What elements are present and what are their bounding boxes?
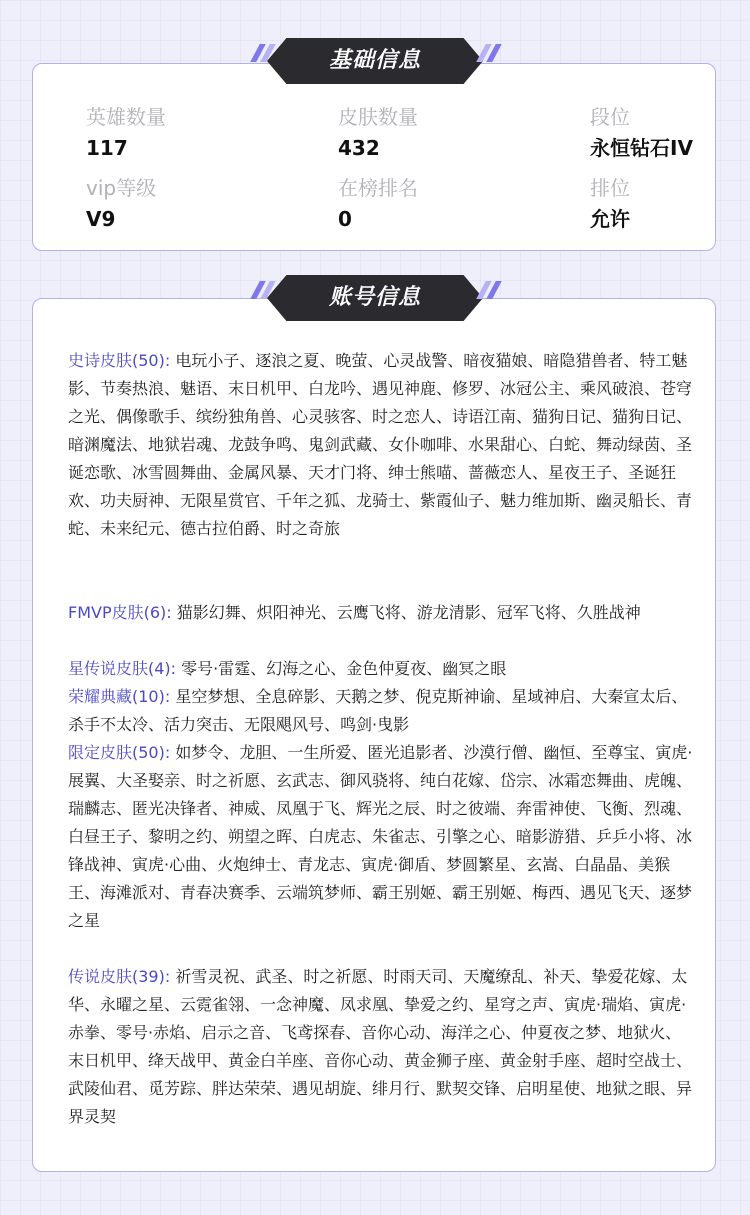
fmvp-skins-section xyxy=(68,599,693,627)
skin-count-label: 皮肤数量 xyxy=(338,105,418,129)
fmvp-skins-label: FMVP皮肤(6): xyxy=(68,603,172,622)
rank-tier-field xyxy=(590,104,693,161)
star-legend-skins-section xyxy=(68,655,693,683)
account-info-title-banner xyxy=(245,273,505,323)
account-info-title: 账号信息 xyxy=(328,285,421,310)
basic-info-title-banner xyxy=(245,36,505,86)
basic-info-title: 基础信息 xyxy=(328,48,421,73)
ranked-mode-value: 允许 xyxy=(590,207,630,231)
legend-skins-section xyxy=(68,963,693,1131)
leaderboard-rank-label: 在榜排名 xyxy=(338,176,418,200)
epic-skins-label: 史诗皮肤(50): xyxy=(68,351,171,370)
star-legend-skins-list: 零号·雷霆、幻海之心、金色仲夏夜、幽冥之眼 xyxy=(181,659,507,678)
fmvp-skins-list: 猫影幻舞、炽阳神光、云鹰飞将、游龙清影、冠军飞将、久胜战神 xyxy=(176,603,641,622)
legend-skins-list: 祈雪灵祝、武圣、时之祈愿、时雨天司、天魔缭乱、补天、挚爱花嫁、太华、永曜之星、云霓雀翎、一念神魔、凤求凰、挚爱之约、星穹之声、寅虎·瑞焰、寅虎·赤拳、零号·赤焰、启示之音、飞鸢探春、音你心动、海洋之心、仲夏夜之梦、地狱火、末日机甲、绛天战甲、黄金白羊座、音你心动、黄金狮子座、黄金射手座、超时空战士、武陵仙君、觅芳踪、胖达荣荣、遇见胡旋、绯月行、默契交锋、启明星使、地狱之眼、异界灵契 xyxy=(68,967,693,1126)
leaderboard-rank-field xyxy=(338,175,418,232)
ranked-mode-field xyxy=(590,175,630,232)
ranked-mode-label: 排位 xyxy=(590,176,630,200)
limited-skins-label: 限定皮肤(50): xyxy=(68,743,171,762)
glory-collection-section xyxy=(68,683,693,739)
vip-level-label: vip等级 xyxy=(86,176,157,200)
skin-count-field xyxy=(338,104,418,161)
basic-info-card xyxy=(32,63,716,251)
rank-tier-value: 永恒钻石IV xyxy=(590,136,693,160)
leaderboard-rank-value: 0 xyxy=(338,207,352,231)
glory-collection-list: 星空梦想、全息碎影、天鹅之梦、倪克斯神谕、星域神启、大秦宣太后、杀手不太冷、活力突击、无限飓风号、鸣剑·曳影 xyxy=(68,687,688,734)
legend-skins-label: 传说皮肤(39): xyxy=(68,967,171,986)
epic-skins-section xyxy=(68,347,693,543)
vip-level-value: V9 xyxy=(86,207,116,231)
limited-skins-list: 如梦令、龙胆、一生所爱、匿光追影者、沙漠行僧、幽恒、至尊宝、寅虎·展翼、大圣娶亲、时之祈愿、玄武志、御风骁将、纯白花嫁、岱宗、冰霜恋舞曲、虎魄、瑞麟志、匿光决锋者、神威、凤凰于飞、辉光之辰、时之彼端、奔雷神使、飞衡、烈魂、白昼王子、黎明之约、朔望之晖、白虎志、朱雀志、引擎之心、暗影游猎、乒乒小将、冰锋战神、寅虎·心曲、火炮绅士、青龙志、寅虎·御盾、梦圆繁星、玄嵩、白晶晶、美猴王、海滩派对、青春决赛季、云端筑梦师、霸王别姬、霸王别姬、梅西、遇见飞天、逐梦之星 xyxy=(68,743,693,930)
limited-skins-section xyxy=(68,739,693,935)
epic-skins-list: 电玩小子、逐浪之夏、晚萤、心灵战警、暗夜猫娘、暗隐猎兽者、特工魅影、节奏热浪、魅语、末日机甲、白龙吟、遇见神鹿、修罗、冰冠公主、乘风破浪、苍穹之光、偶像歌手、缤纷独角兽、心灵骇客、时之恋人、诗语江南、猫狗日记、猫狗日记、暗渊魔法、地狱岩魂、龙鼓争鸣、鬼剑武藏、女仆咖啡、水果甜心、白蛇、舞动绿茵、圣诞恋歌、冰雪圆舞曲、金属风暴、天才门将、绅士熊喵、蔷薇恋人、星夜王子、圣诞狂欢、功夫厨神、无限星赏官、千年之狐、龙骑士、紫霞仙子、魅力维加斯、幽灵船长、青蛇、未来纪元、德古拉伯爵、时之奇旅 xyxy=(68,351,693,538)
hero-count-label: 英雄数量 xyxy=(86,105,166,129)
glory-collection-label: 荣耀典藏(10): xyxy=(68,687,171,706)
skin-count-value: 432 xyxy=(338,136,380,160)
hero-count-field xyxy=(86,104,166,161)
star-legend-skins-label: 星传说皮肤(4): xyxy=(68,659,177,678)
rank-tier-label: 段位 xyxy=(590,105,630,129)
hero-count-value: 117 xyxy=(86,136,128,160)
vip-level-field xyxy=(86,175,156,232)
